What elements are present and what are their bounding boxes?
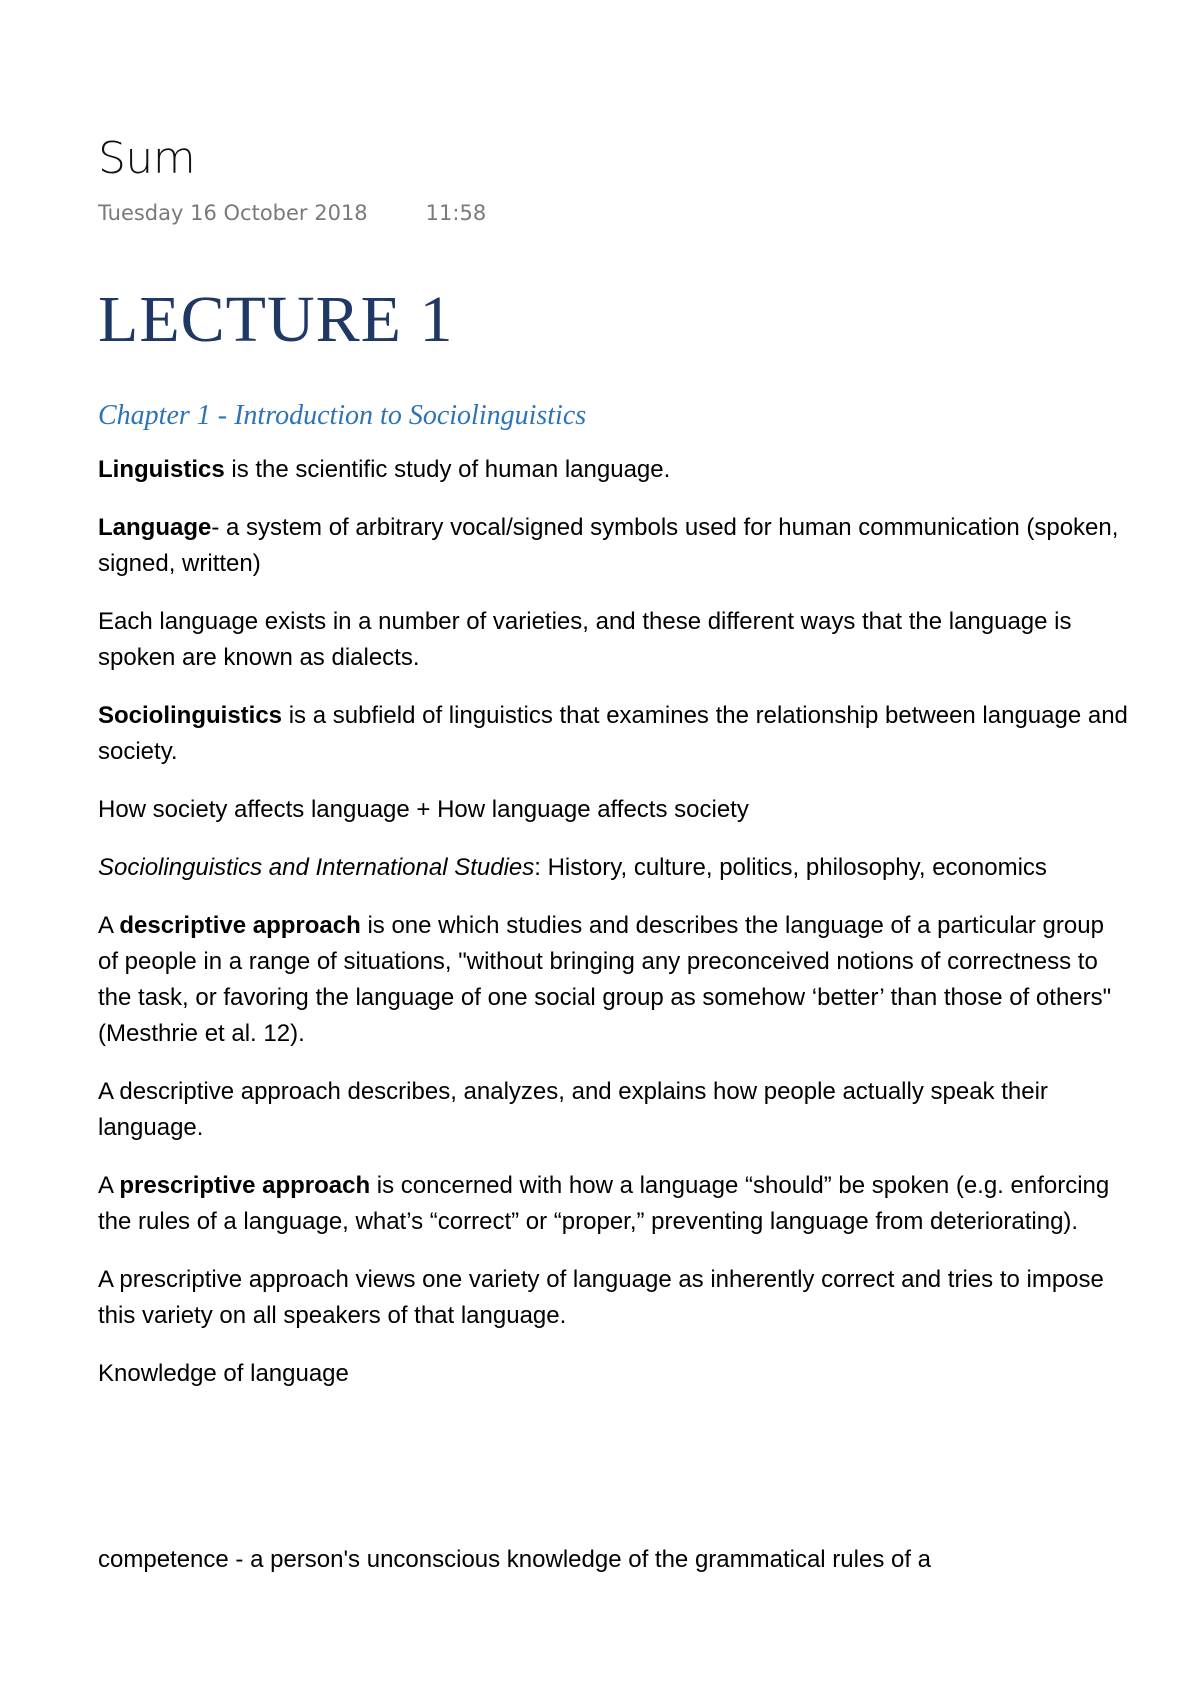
term-descriptive-approach: descriptive approach — [119, 912, 361, 939]
paragraph-society-language: How society affects language + How language affects society — [98, 796, 749, 823]
note-page — [98, 130, 1128, 1392]
paragraph-knowledge-of-language: Knowledge of language — [98, 1360, 349, 1387]
paragraph-varieties: Each language exists in a number of varieties, and these different ways that the language is spoken are known as dialects. — [98, 608, 1072, 671]
paragraph-language: Language- a system of arbitrary vocal/signed symbols used for human communication (spoken, signed, written) — [98, 514, 1119, 577]
note-timestamp — [98, 198, 1128, 228]
note-time: 11:58 — [425, 201, 487, 225]
paragraph-linguistics: Linguistics is the scientific study of human language. — [98, 456, 671, 483]
note-title: Sum — [98, 133, 196, 184]
term-linguistics: Linguistics — [98, 456, 225, 483]
paragraph-descriptive-explains: A descriptive approach describes, analyzes, and explains how people actually speak their language. — [98, 1078, 1048, 1141]
paragraph-sociolinguistics: Sociolinguistics is a subfield of linguistics that examines the relationship between language and society. — [98, 702, 1128, 765]
chapter-subheading: Chapter 1 - Introduction to Sociolinguistics — [98, 400, 587, 431]
cut-off-line — [98, 1546, 1098, 1584]
paragraph-prescriptive-views: A prescriptive approach views one variety of language as inherently correct and tries to impose this variety on all speakers of that language. — [98, 1266, 1104, 1329]
term-sociolinguistics: Sociolinguistics — [98, 702, 283, 729]
lecture-heading: LECTURE 1 — [98, 283, 454, 356]
term-language: Language — [98, 514, 212, 541]
paragraph-prescriptive-approach: A prescriptive approach is concerned with how a language “should” be spoken (e.g. enforcing the rules of a language, what’s “correct” or “proper,” preventing language from deteriorating). — [98, 1172, 1110, 1235]
note-date: Tuesday 16 October 2018 — [98, 201, 368, 225]
term-prescriptive-approach: prescriptive approach — [119, 1172, 371, 1199]
paragraph-descriptive-approach: A descriptive approach is one which studies and describes the language of a particular group of people in a range of situations, "without bringing any preconceived notions of correctness to the task, or favoring the language of one social group as somehow ‘better’ than those of others" (Mesthrie et al. 12). — [98, 912, 1112, 1047]
paragraph-competence-partial: competence - a person's unconscious knowledge of the grammatical rules of a — [98, 1546, 932, 1573]
term-international-studies: Sociolinguistics and International Studies — [98, 854, 535, 881]
paragraph-international-studies: Sociolinguistics and International Studies: History, culture, politics, philosophy, economics — [98, 854, 1047, 881]
